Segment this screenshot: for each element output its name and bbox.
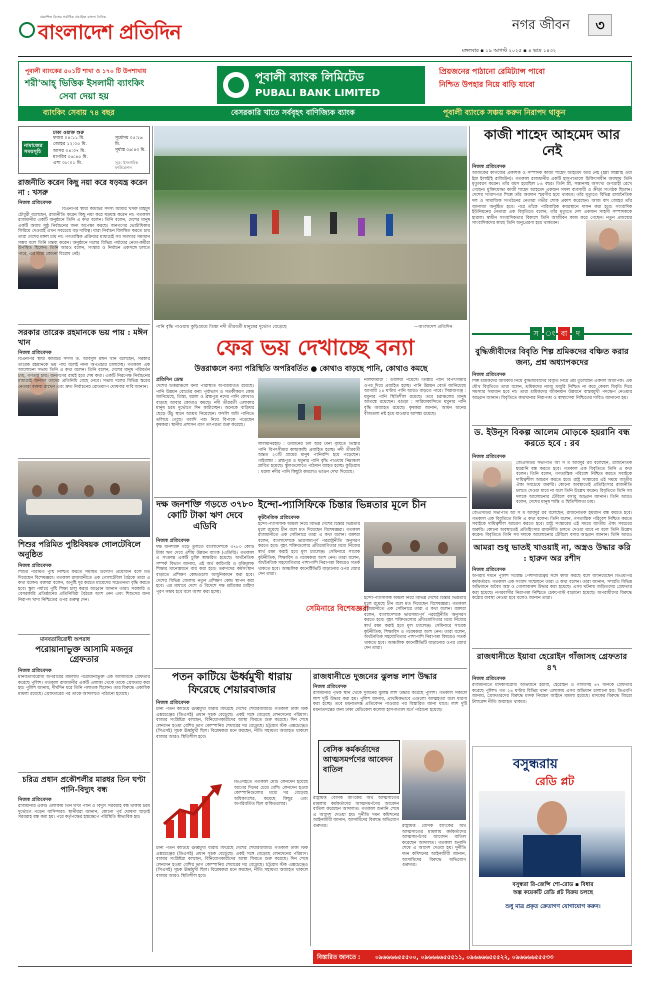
story-text: রাজধানীতে মাদকবিরোধী অভিযানে ইয়াবা, হেরোইন ও গাঁজাসহ ৪৭ জনকে গ্রেফতার করেছে পুলিশ। গত ২৪ ঘণ্টায় বিভিন্ন থানা এলাকায় এসব অভিযান চালানো হয়। ডিএমপি জানায়, গ্রেফতারদের বিরুদ্ধে মাদক নিয়ন্ত্রণ আইনে মামলা হয়েছে। মাদকের বিরুদ্ধে জিরো টলারেন্স নীতি অব্যাহত থাকবে। xyxy=(472,683,632,705)
date-line: মঙ্গলবার ▪ ১৯ আগস্ট ২০২৫ ▪ ৪ ভাদ্র ১৪৩২ xyxy=(462,48,557,54)
headline-tarek: সরকার তারেক রহমানকে ভয় পায় : মঈন খান xyxy=(18,327,148,347)
story-text: দক্ষ জনশক্তি গড়ে তুলতে বাংলাদেশকে ৩৭৮০ কোটি টাকা ঋণ দেবে এশীয় উন্নয়ন ব্যাংক (এডিবি)। গতকাল এ সংক্রান্ত একটি চুক্তি স্বাক্ষরিত হয়েছে। অর্থনৈতিক সম্পর্ক বিভাগ জানায়, এই অর্থ কারিগরি ও বৃত্তিমূলক শিক্ষার মানোন্নয়নে ব্যয় করা হবে। তরুণদের কর্মসংস্থান বাড়াতে প্রশিক্ষণ কেন্দ্রগুলো আধুনিকায়ন করা হবে। দেশের বিভিন্ন জেলায় নতুন প্রশিক্ষণ কেন্দ্র স্থাপন করা হবে। এর মাধ্যমে দেশে ও বিদেশে দক্ষ শ্রমিকের চাহিদা পূরণ সম্ভব হবে বলে আশা করা হচ্ছে। xyxy=(156,545,254,595)
byline: নিজস্ব প্রতিবেদক xyxy=(18,668,52,674)
prayer-times-box xyxy=(18,126,150,174)
byline: নিজস্ব প্রতিবেদক xyxy=(472,372,506,378)
sangbad-banner xyxy=(472,326,632,342)
headline-indo-pacific: ইন্দো-প্যাসিফিকে চিন্তার ভিন্নতার মূলে চীন xyxy=(258,500,427,511)
ad-line-3: শুধু মাত্র প্রকৃত ক্রেতাগণ যোগাযোগ করুন। xyxy=(505,904,601,910)
story-text: শিল্প শ্রমিকদের অধিকার নিয়ে বুদ্ধিজীবীদের বিবৃতি নিয়ে প্রশ্ন তুলেছেন একদল অধ্যাপক। এক যৌথ বিবৃতিতে তারা বলেন, শ্রমিকদের ন্যায্য মজুরি নিশ্চিত না করে কেবল বিবৃতি দিয়ে সমস্যার সমাধান হবে না। তারা শ্রমিকদের জীবনমান উন্নয়নে বাস্তবমুখী পদক্ষেপ নেওয়ার আহ্বান জানান। বিবৃতিতে কারখানার নিরাপত্তা ও স্বাস্থ্যসেবা নিশ্চিতের দাবিও জানানো হয়। xyxy=(472,379,632,401)
story-text: বিএনপির স্থায়ী কমিটির সদস্য ড. আবদুল মঈন খান বলেছেন, সরকার তারেক রহমানকে ভয় পায় বলেই নানা অপপ্রচার চালাচ্ছে। গতকাল এক আলোচনা সভায় তিনি এ কথা বলেন। তিনি বলেন, দেশের মানুষ পরিবর্তন চায়, গণতন্ত্র চায়। জনগণের রায়ই হবে শেষ কথা। একটি নিরপেক্ষ নির্বাচনের মাধ্যমেই জনগণ তাদের প্রতিনিধি বেছে নেবে। সভায় দলের বিভিন্ন স্তরের নেতারা বক্তব্য রাখেন এবং দ্রুত নির্বাচনের রোডম্যাপ ঘোষণার দাবি জানান। xyxy=(18,357,150,390)
pubali-bank-ad[interactable] xyxy=(18,61,632,121)
photo-roundtable xyxy=(18,461,150,537)
photo-credit: —বাংলাদেশ প্রতিদিন xyxy=(414,325,453,330)
flood-headline: ফের ভয় দেখাচ্ছে বন্যা xyxy=(215,335,415,361)
flood-body-2: লালমনিরহাট : উজানের ঢল আর টানা বৃষ্টিতে তিস্তার পানি বিপৎসীমার কাছাকাছি প্রবাহিত হচ্ছে। নদী তীরবর্তী অন্তত ২০টি গ্রামের মানুষ পানিবন্দি হয়ে পড়েছেন। গাইবান্ধা : ব্রহ্মপুত্র ও যমুনার পানি বৃদ্ধি পাওয়ায় নিম্নাঞ্চল প্লাবিত হয়েছে। স্কুলগুলোতে পাঠদান ব্যাহত হচ্ছে। কুড়িগ্রাম : ধরলা নদীর পানি কিছুটা কমলেও ভাঙন দেখা দিয়েছে। xyxy=(258,442,360,475)
headline-hanging: রাজধানীতে দুজনের ঝুলন্ত লাশ উদ্ধার xyxy=(313,671,438,681)
upward-arrow-icon xyxy=(160,780,230,842)
byline: নিজস্ব প্রতিবেদক xyxy=(472,454,506,460)
stock-chart-graphic xyxy=(160,780,230,842)
headline-nutrition: শিশুর পরিমিত পুষ্টিবিষয়ক গোলটেবিলে অনুষ্ঠিত xyxy=(18,540,141,559)
seminar-label: সেমিনারে বিশেষজ্ঞরা xyxy=(306,604,369,613)
story-text: ডিএসইতে গতকাল মোট লেনদেন হয়েছে আগের দিনের চেয়ে বেশি। লেনদেন হওয়া কোম্পানিগুলোর মধ্যে দর বেড়েছে অধিকাংশের, কমেছে কিছুর এবং অপরিবর্তিত ছিল বাকিগুলোর। xyxy=(234,780,308,808)
section-name: নগর জীবন xyxy=(512,18,570,33)
bashundhara-ad[interactable] xyxy=(472,746,632,946)
masthead xyxy=(0,0,650,60)
photo-seminar xyxy=(364,522,466,592)
headline-rashid: আমরা শুধু ভাতই খাওয়াই না, অস্ত্রও উদ্ধার করি : হারুন অর রশীদ xyxy=(473,542,631,563)
prayer-row: ফজর ০৪:১১ মি. xyxy=(53,136,85,141)
prayer-row: জোহর ১২:০৫ মি. xyxy=(53,142,87,148)
pullout-headline: বেসিক কর্মকর্তাদের আত্মসমর্পণের আবেদন বাতিল xyxy=(323,745,393,774)
photo-caption: পানি বৃদ্ধি পাওয়ায় কুড়িগ্রামে তিস্তা নদী তীরবর্তী মানুষের দুর্ভোগ বেড়েছে xyxy=(156,325,287,330)
prayer-source: সূত্র: ইসলামিক ফাউন্ডেশন xyxy=(115,160,139,170)
byline: নিজস্ব প্রতিবেদক xyxy=(156,700,190,706)
headline-power: চরিত্র প্রধান প্রকৌশলীর মারধর তিন ঘণ্টা পানি-বিদ্যুৎ বন্ধ xyxy=(22,775,146,794)
prayer-title: নামাজের সময়সূচি xyxy=(22,141,48,157)
headline-khasru: রাজনীতি করেন কিছু নয়া করে ষড়যন্ত্র করেন না : খসরু xyxy=(18,178,148,197)
pullout-box xyxy=(318,740,400,794)
byline: প্রতিদিন ডেস্ক xyxy=(156,377,184,383)
ad-phone-strip[interactable] xyxy=(313,950,632,964)
byline: নিজস্ব প্রতিবেদক xyxy=(18,350,52,356)
story-text: রাজধানীর একটি এলাকায় তিন ঘণ্টা পানি ও বিদ্যুৎ সরবরাহ বন্ধ থাকায় চরম দুর্ভোগে পড়েন বাসিন্দারা। স্থানীয়রা জানান, কোনো পূর্ব ঘোষণা ছাড়াই সরবরাহ বন্ধ করা হয়। পরে কর্তৃপক্ষের হস্তক্ষেপে পরিস্থিতি স্বাভাবিক হয়। xyxy=(18,804,150,821)
headline-heroin: রাজধানীতে ইয়াবা হেরোইন গাঁজাসহ গ্রেফতার ৪৭ xyxy=(476,651,628,672)
sunrise: সূর্যোদয় ০৫:২৬ মি. xyxy=(115,136,143,147)
story-text: টানা পতন কাটিয়ে ঊর্ধ্বমুখী ধারায় ফিরেছে দেশের শেয়ারবাজার। গতকাল ঢাকা স্টক এক্সচেঞ্জের (ডিএসই) প্রধান সূচক বেড়েছে। একই সঙ্গে বেড়েছে লেনদেনের পরিমাণ। বাজার সংশ্লিষ্টরা বলছেন, বিনিয়োগকারীদের আস্থা ফিরতে শুরু করেছে। দিন শেষে লেনদেন হওয়া বেশির ভাগ কোম্পানির শেয়ারের দর বেড়েছে। চট্টগ্রাম স্টক এক্সচেঞ্জেও (সিএসই) সূচক ঊর্ধ্বমুখী ছিল। বিশ্লেষকরা মনে করছেন, নীতি সহায়তা অব্যাহত থাকলে বাজার আরও স্থিতিশীল হবে। xyxy=(156,846,308,879)
sangbad-box: দ xyxy=(572,327,584,340)
sunset: সূর্যাস্ত ০৬:৪৩ মি. xyxy=(115,148,146,153)
ad-line-2: অল্প কয়েকটি রেডি প্লট বিক্রয় চলছে xyxy=(512,890,594,896)
headline-workers: বুদ্ধিজীবীদের বিবৃতি শিল্প শ্রমিকদের বঞ্চিত করার জন্য, প্রশ্ন অধ্যাপকদের xyxy=(475,346,629,367)
ad-strip-3: পূবালী ব্যাংকে সঞ্চয় করুন নিরাপদ থাকুন xyxy=(443,108,566,117)
bank-logo-block xyxy=(217,66,425,104)
story-text: শিশুর পরিমিত পুষ্টি নিশ্চিত করতে সমন্বিত উদ্যোগ প্রয়োজন বলে মত দিয়েছেন বিশেষজ্ঞরা। গতকাল রাজধানীতে এক গোলটেবিল বৈঠকে তারা এ কথা বলেন। বক্তারা বলেন, অপুষ্টি দূর করতে মায়েদের সচেতনতা বৃদ্ধি করতে হবে। স্কুল পর্যায়ে পুষ্টি শিক্ষা চালু করার আহ্বান জানান তারা। সরকারি ও বেসরকারি প্রতিষ্ঠানের প্রতিনিধিরা বৈঠকে অংশ নেন এবং শিশুদের জন্য নিরাপদ খাদ্য নিশ্চিতের ওপর গুরুত্ব দেন। xyxy=(18,570,150,603)
ad-title-2: রেডি প্লট xyxy=(535,775,575,788)
byline: নিজস্ব প্রতিবেদক xyxy=(18,200,52,206)
headline-stock: পতন কাটিয়ে ঊর্ধ্বমুখী ধারায় ফিরেছে শেয়ারবাজার xyxy=(171,671,292,696)
byline: নিজস্ব প্রতিবেদক xyxy=(472,567,506,573)
photo-bank-official xyxy=(402,740,466,820)
ad-line-1: বসুন্ধরা রি-জেন্সি শো-রোড ▪ বিধার xyxy=(512,882,594,888)
sangbad-box: ং xyxy=(544,329,556,338)
page-number: ৩ xyxy=(595,18,605,34)
phone-numbers: ০৯৬৬৬৬৫৫৫০০, ০৯৬৬৬৬৫৫৫১১, ০৯৬৬৬৬৫৫৫২২, ০৯৬৬৬৬৫৫৫৩৩ xyxy=(375,955,554,961)
headline-kidnap: পরোয়ানাভুক্ত আসামি মজনুর গ্রেফতার xyxy=(35,644,133,664)
ad-left-line-3: সেবা দেয়া হয় xyxy=(59,92,109,102)
photo-rob xyxy=(472,461,512,509)
phone-label: বিস্তারিত জানতে : xyxy=(317,955,361,961)
byline: নিজস্ব প্রতিবেদক xyxy=(472,676,506,682)
prayer-row: আসর ০৪:৩৭ মি. xyxy=(53,148,86,154)
story-text: রাজধানীর পৃথক স্থান থেকে দুজনের ঝুলন্ত লাশ উদ্ধার করেছে পুলিশ। গতকাল সকালে লাশ দুটি উদ্ধার করা হয়। পুলিশ জানায়, প্রাথমিকভাবে এগুলো আত্মহত্যা বলে ধারণা করা হচ্ছে। তবে ময়নাতদন্ত প্রতিবেদন পাওয়ার পর বিস্তারিত জানা যাবে। লাশ দুটি ময়নাতদন্তের জন্য ঢাকা মেডিকেল কলেজ হাসপাতাল মর্গে পাঠানো হয়েছে। xyxy=(313,691,467,713)
ad-photo-man xyxy=(479,791,625,877)
prayer-rows xyxy=(53,136,113,167)
flood-body-1: দেশের উত্তরাঞ্চলে বন্যা পরিস্থিতি অপরিবর্তিত রয়েছে। পানি উন্নয়ন বোর্ডের বন্যা পূর্বাভাস ও সতর্কীকরণ কেন্দ্র জানিয়েছে, তিস্তা, ধরলা ও ব্রহ্মপুত্র নদের পানি কোথাও বাড়ছে আবার কোথাও কমছে। নদী তীরবর্তী এলাকার মানুষ চরম দুর্ভোগে দিন কাটাচ্ছেন। অনেকে বাড়িঘর ছেড়ে উঁচু স্থানে আশ্রয় নিয়েছেন। ফসলি জমি পানিতে তলিয়ে গেছে। গবাদি পশু নিয়ে বিপাকে পড়েছেন কৃষকরা। স্থানীয় প্রশাসন ত্রাণ তৎপরতা শুরু করেছে। xyxy=(156,384,254,429)
flood-subhead: উত্তরাঞ্চলে বন্যা পরিস্থিতি অপরিবর্তিত ● কোথাও বাড়ছে পানি, কোথাও কমছে xyxy=(194,364,428,373)
flood-body-3: নীলফামারী : ডালিয়া পয়েন্টে তিস্তার পানি বিপৎসীমার ওপর দিয়ে প্রবাহিত হচ্ছে। পানি উন্নয়ন বোর্ড জানিয়েছে আগামী ২৪ ঘণ্টায় পানি আরও বাড়তে পারে। সিরাজগঞ্জ : যমুনার পানি স্থিতিশীল রয়েছে। তবে চরাঞ্চলের মানুষ আতঙ্কে রয়েছেন। বগুড়া : সারিয়াকান্দিতে যমুনার পানি বৃদ্ধি অব্যাহত রয়েছে। কৃষকরা জানান, আমন ধানের বীজতলা নষ্ট হয়ে যাওয়ার আশঙ্কা রয়েছে। xyxy=(364,378,466,417)
story-text: ইন্দো-প্যাসিফিক অঞ্চল নিয়ে বিভিন্ন দেশের চিন্তার ভিন্নতার মূলে রয়েছে চীন বলে মত দিয়েছেন বিশেষজ্ঞরা। গতকাল রাজধানীতে এক সেমিনারে তারা এ কথা বলেন। বক্তারা বলেন, বাংলাদেশকে ভারসাম্যপূর্ণ পররাষ্ট্রনীতি অনুসরণ করতে হবে। বৃহৎ শক্তিগুলোর প্রতিযোগিতার মধ্যে নিজের স্বার্থ রক্ষা করাই হবে মূল চ্যালেঞ্জ। সেমিনারে সাবেক কূটনীতিক, শিক্ষাবিদ ও গবেষকরা অংশ নেন। তারা বলেন, অর্থনৈতিক সহযোগিতার পাশাপাশি নিরাপত্তা বিষয়েও সতর্ক থাকতে হবে। আঞ্চলিক কানেক্টিভিটি বাড়ানোর ওপর জোর দেন তারা। xyxy=(364,596,466,652)
headline-adb: দক্ষ জনশক্তি গড়তে ৩৭৮০ কোটি টাকা ঋণ দেবে এডিবি xyxy=(156,500,254,532)
byline: নিজস্ব প্রতিবেদক xyxy=(18,797,52,803)
bank-emblem-icon xyxy=(223,72,249,98)
prayer-row: এশা ০৮:০১ মি. xyxy=(53,161,83,167)
ad-left-line-1: পূবালী ব্যাংকের ৫০১টি শাখা ও ১৭০ টি উপশাখায় xyxy=(25,68,147,75)
story-text: রাষ্ট্রায়ত্ত বেসিক ব্যাংকের অর্থ আত্মসাতের মামলায় কর্মকর্তাদের আত্মসমর্পণের আবেদন বাতিল করেছেন আদালত। গতকাল শুনানি শেষে এ আদেশ দেওয়া হয়। দুর্নীতি দমন কমিশনের আইনজীবী জানান, আসামিদের বিরুদ্ধে অভিযোগ গুরুতর। xyxy=(402,824,466,869)
ad-strip-1: ব্যাংকিং সেবায় ৭৪ বছর xyxy=(43,108,115,117)
byline: নিজস্ব প্রতিবেদক xyxy=(18,563,52,569)
masthead-title: বাংলাদেশ প্রতিদিন xyxy=(38,20,181,44)
story-text: রাষ্ট্রায়ত্ত বেসিক ব্যাংকের অর্থ আত্মসাতের মামলায় কর্মকর্তাদের আত্মসমর্পণের আবেদন বাতিল করেছেন আদালত। গতকাল শুনানি শেষে এ আদেশ দেওয়া হয়। দুর্নীতি দমন কমিশনের আইনজীবী জানান, আসামিদের বিরুদ্ধে অভিযোগ গুরুতর। xyxy=(313,796,399,829)
byline: কূটনৈতিক প্রতিবেদক xyxy=(258,515,300,521)
sangbad-box: স xyxy=(530,327,542,340)
story-text: টানা পতন কাটিয়ে ঊর্ধ্বমুখী ধারায় ফিরেছে দেশের শেয়ারবাজার। গতকাল ঢাকা স্টক এক্সচেঞ্জের (ডিএসই) প্রধান সূচক বেড়েছে। একই সঙ্গে বেড়েছে লেনদেনের পরিমাণ। বাজার সংশ্লিষ্টরা বলছেন, বিনিয়োগকারীদের আস্থা ফিরতে শুরু করেছে। দিন শেষে লেনদেন হওয়া বেশির ভাগ কোম্পানির শেয়ারের দর বেড়েছে। চট্টগ্রাম স্টক এক্সচেঞ্জেও (সিএসই) সূচক ঊর্ধ্বমুখী ছিল। বিশ্লেষকরা মনে করছেন, নীতি সহায়তা অব্যাহত থাকলে বাজার আরও স্থিতিশীল হবে। xyxy=(156,707,308,740)
byline: নিজস্ব প্রতিবেদক xyxy=(313,684,347,690)
story-text: জেএসডির সভাপতি আ স ম আবদুর রব বলেছেন, রাজনৈতিক হয়রানি বন্ধ করতে হবে। গতকাল এক বিবৃতিতে তিনি এ কথা বলেন। তিনি বলেন, গণতান্ত্রিক পরিবেশ নিশ্চিত করতে সবাইকে দায়িত্বশীল আচরণ করতে হবে। রাষ্ট্র সংস্কারের এই সময়ে জাতীয় ঐক্য সবচেয়ে জরুরি। কোনো অবস্থাতেই প্রতিহিংসার রাজনীতি চলতে দেওয়া যাবে না বলে তিনি উল্লেখ করেন। বিবৃতিতে তিনি সব দলকে আলোচনার টেবিলে বসার আহ্বান জানান। তিনি আরও বলেন, দেশের মানুষ শান্তি ও স্থিতিশীলতা চায়। xyxy=(516,461,632,506)
headline-yunus: ড. ইউনূস বিকল্প আলেম মোড়কে হয়রানি বন্ধ করতে হবে : রব xyxy=(474,428,630,449)
ad-right-line-2: নিশ্চিত উপহার নিয়ে বাড়ি যাবো xyxy=(439,80,535,89)
headline-kazi-shahed: কাজী শাহেদ আহমেদ আর নেই xyxy=(484,128,620,159)
story-text: জেএসডির সভাপতি আ স ম আবদুর রব বলেছেন, রাজনৈতিক হয়রানি বন্ধ করতে হবে। গতকাল এক বিবৃতিতে তিনি এ কথা বলেন। তিনি বলেন, গণতান্ত্রিক পরিবেশ নিশ্চিত করতে সবাইকে দায়িত্বশীল আচরণ করতে হবে। রাষ্ট্র সংস্কারের এই সময়ে জাতীয় ঐক্য সবচেয়ে জরুরি। কোনো অবস্থাতেই প্রতিহিংসার রাজনীতি চলতে দেওয়া যাবে না বলে তিনি উল্লেখ করেন। বিবৃতিতে তিনি সব দলকে আলোচনার টেবিলে বসার আহ্বান জানান। তিনি আরও xyxy=(472,511,632,537)
story-text: বিএনপির স্থায়ী কমিটির সদস্য আমীর খসরু মাহমুদ চৌধুরী বলেছেন, রাজনীতি করেন কিছু নয়া করে ষড়যন্ত্র করেন না। গতকাল রাজধানীর একটি অনুষ্ঠানে তিনি এ কথা বলেন। তিনি বলেন, দেশের মানুষ একটি অবাধ সুষ্ঠু নির্বাচনের জন্য অপেক্ষা করছে। জনগণের ভোটাধিকার ফিরিয়ে দেওয়াই এখন সবচেয়ে বড় দায়িত্ব। যারা নির্বাচন বিলম্বিত করতে চায় তারা দেশের মঙ্গল চায় না। গণতান্ত্রিক প্রক্রিয়ার মাধ্যমেই সব সমস্যার সমাধান সম্ভব বলে তিনি মন্তব্য করেন। অনুষ্ঠানে দলের বিভিন্ন পর্যায়ের নেতা-কর্মীরা উপস্থিত ছিলেন। তিনি আরও বলেন, সংস্কার ও নির্বাচন একসঙ্গে চলতে পারে, এর মধ্যে কোনো বিরোধ নেই। xyxy=(18,207,150,257)
ad-title-1: বসুন্ধরায় xyxy=(513,757,558,772)
flood-photo xyxy=(154,126,467,320)
story-text: মানবতাবিরোধী অপরাধের মামলায় পরোয়ানাভুক্ত এক আসামিকে গ্রেফতার করেছে পুলিশ। গতকাল রাজধানীর একটি এলাকা থেকে তাকে গ্রেফতার করা হয়। পুলিশ জানায়, দীর্ঘদিন ধরে তিনি পলাতক ছিলেন। তার বিরুদ্ধে একাধিক মামলা রয়েছে। গ্রেফতারের পর তাকে আদালতে পাঠানো হয়েছে। xyxy=(18,675,150,697)
prayer-header: ঢাকা ওয়াক্ত শুরু xyxy=(53,131,85,136)
masthead-tagline: প্রকাশিত বিশ্বের সর্বাধিক প্রচারিত বাংলা দৈনিক xyxy=(40,15,106,19)
ad-left-line-2: শরী'আহ্ ভিত্তিক ইসলামী ব্যাংকিং xyxy=(25,79,145,89)
ad-strip-2: বেসরকারি খাতে সর্ববৃহৎ বাণিজ্যিক ব্যাংক xyxy=(231,108,355,117)
masthead-logo-mark xyxy=(19,22,35,38)
bank-name-bn: পূবালী ব্যাংক লিমিটেড xyxy=(255,70,364,84)
bank-name-en: PUBALI BANK LIMITED xyxy=(255,88,381,99)
story-text: ইন্দো-প্যাসিফিক অঞ্চল নিয়ে বিভিন্ন দেশের চিন্তার ভিন্নতার মূলে রয়েছে চীন বলে মত দিয়েছেন বিশেষজ্ঞরা। গতকাল রাজধানীতে এক সেমিনারে তারা এ কথা বলেন। বক্তারা বলেন, বাংলাদেশকে ভারসাম্যপূর্ণ পররাষ্ট্রনীতি অনুসরণ করতে হবে। বৃহৎ শক্তিগুলোর প্রতিযোগিতার মধ্যে নিজের স্বার্থ রক্ষা করাই হবে মূল চ্যালেঞ্জ। সেমিনারে সাবেক কূটনীতিক, শিক্ষাবিদ ও গবেষকরা অংশ নেন। তারা বলেন, অর্থনৈতিক সহযোগিতার পাশাপাশি নিরাপত্তা বিষয়েও সতর্ক থাকতে হবে। আঞ্চলিক কানেক্টিভিটি বাড়ানোর ওপর জোর দেন তারা। xyxy=(258,522,360,578)
ad-strip xyxy=(19,106,631,120)
story-text: আজকের কাগজের প্রকাশক ও সম্পাদক কাজী শাহেদ আহমেদ আর নেই (ইন্না লিল্লাহি ওয়া ইন্না ইলাইহি রাজিউন)। গতকাল রাজধানীর একটি হাসপাতালে চিকিৎসাধীন অবস্থায় তিনি মৃত্যুবরণ করেন। তাঁর বয়স হয়েছিল ৮৪ বছর। তিনি স্ত্রী, সন্তানসহ অসংখ্য গুণগ্রাহী রেখে গেছেন। মুক্তিযোদ্ধা কাজী শাহেদ আহমেদ একজন সফল ব্যবসায়ী ও ক্রীড়া সংগঠক ছিলেন। দেশের সংবাদপত্র শিল্পে তাঁর অবদান স্মরণীয় হয়ে থাকবে। তাঁর মৃত্যুতে বিভিন্ন রাজনৈতিক দল ও সামাজিক সংগঠনের নেতারা গভীর শোক প্রকাশ করেছেন। আজ বাদ জোহর তাঁর জানাজা অনুষ্ঠিত হবে। পরে তাঁকে পারিবারিক কবরস্থানে দাফন করা হবে। সাংবাদিক ইউনিয়নের নেতারা এক বিবৃতিতে বলেন, তাঁর মৃত্যুতে দেশ একজন সাহসী সম্পাদককে হারাল। স্বাধীন সাংবাদিকতার বিকাশে তিনি আজীবন কাজ করে গেছেন। নতুন প্রজন্মের সাংবাদিকদের কাছে তিনি অনুপ্রেরণা হয়ে থাকবেন। xyxy=(472,171,632,227)
page-number-badge xyxy=(588,14,612,36)
ad-right-line-1: প্রিয়জনের পাঠানো রেমিট্যান্স পাবো xyxy=(439,67,545,76)
byline: নিজস্ব প্রতিবেদক xyxy=(156,538,190,544)
sangbad-box: বা xyxy=(558,327,570,340)
story-text: অপরাধ দমনে পুলিশ সর্বোচ্চ পেশাদারিত্বের সঙ্গে কাজ করছে বলে জানিয়েছেন ডিএমপির কর্মকর্তারা। গতকাল এক সংবাদ সম্মেলনে তারা এ কথা বলেন। তারা জানান, সম্প্রতি বিভিন্ন অভিযানে অবৈধ অস্ত্র ও গোলাবারুদ উদ্ধার করা হয়েছে। এসব ঘটনায় জড়িতদের গ্রেফতার করা হয়েছে। নগরবাসীর নিরাপত্তা নিশ্চিতে চেকপোস্ট বাড়ানো হয়েছে। অপরাধীদের বিরুদ্ধে কঠোর ব্যবস্থা নেওয়া হবে বলেও জানান তারা। xyxy=(472,574,632,602)
byline: নিজস্ব প্রতিবেদক xyxy=(472,164,506,170)
prayer-row: মাগরিব ০৬:৪৫ মি. xyxy=(53,154,89,160)
kicker: মানবতাবিরোধী অপরাধ xyxy=(40,637,90,643)
flood-photo-2 xyxy=(258,378,360,438)
